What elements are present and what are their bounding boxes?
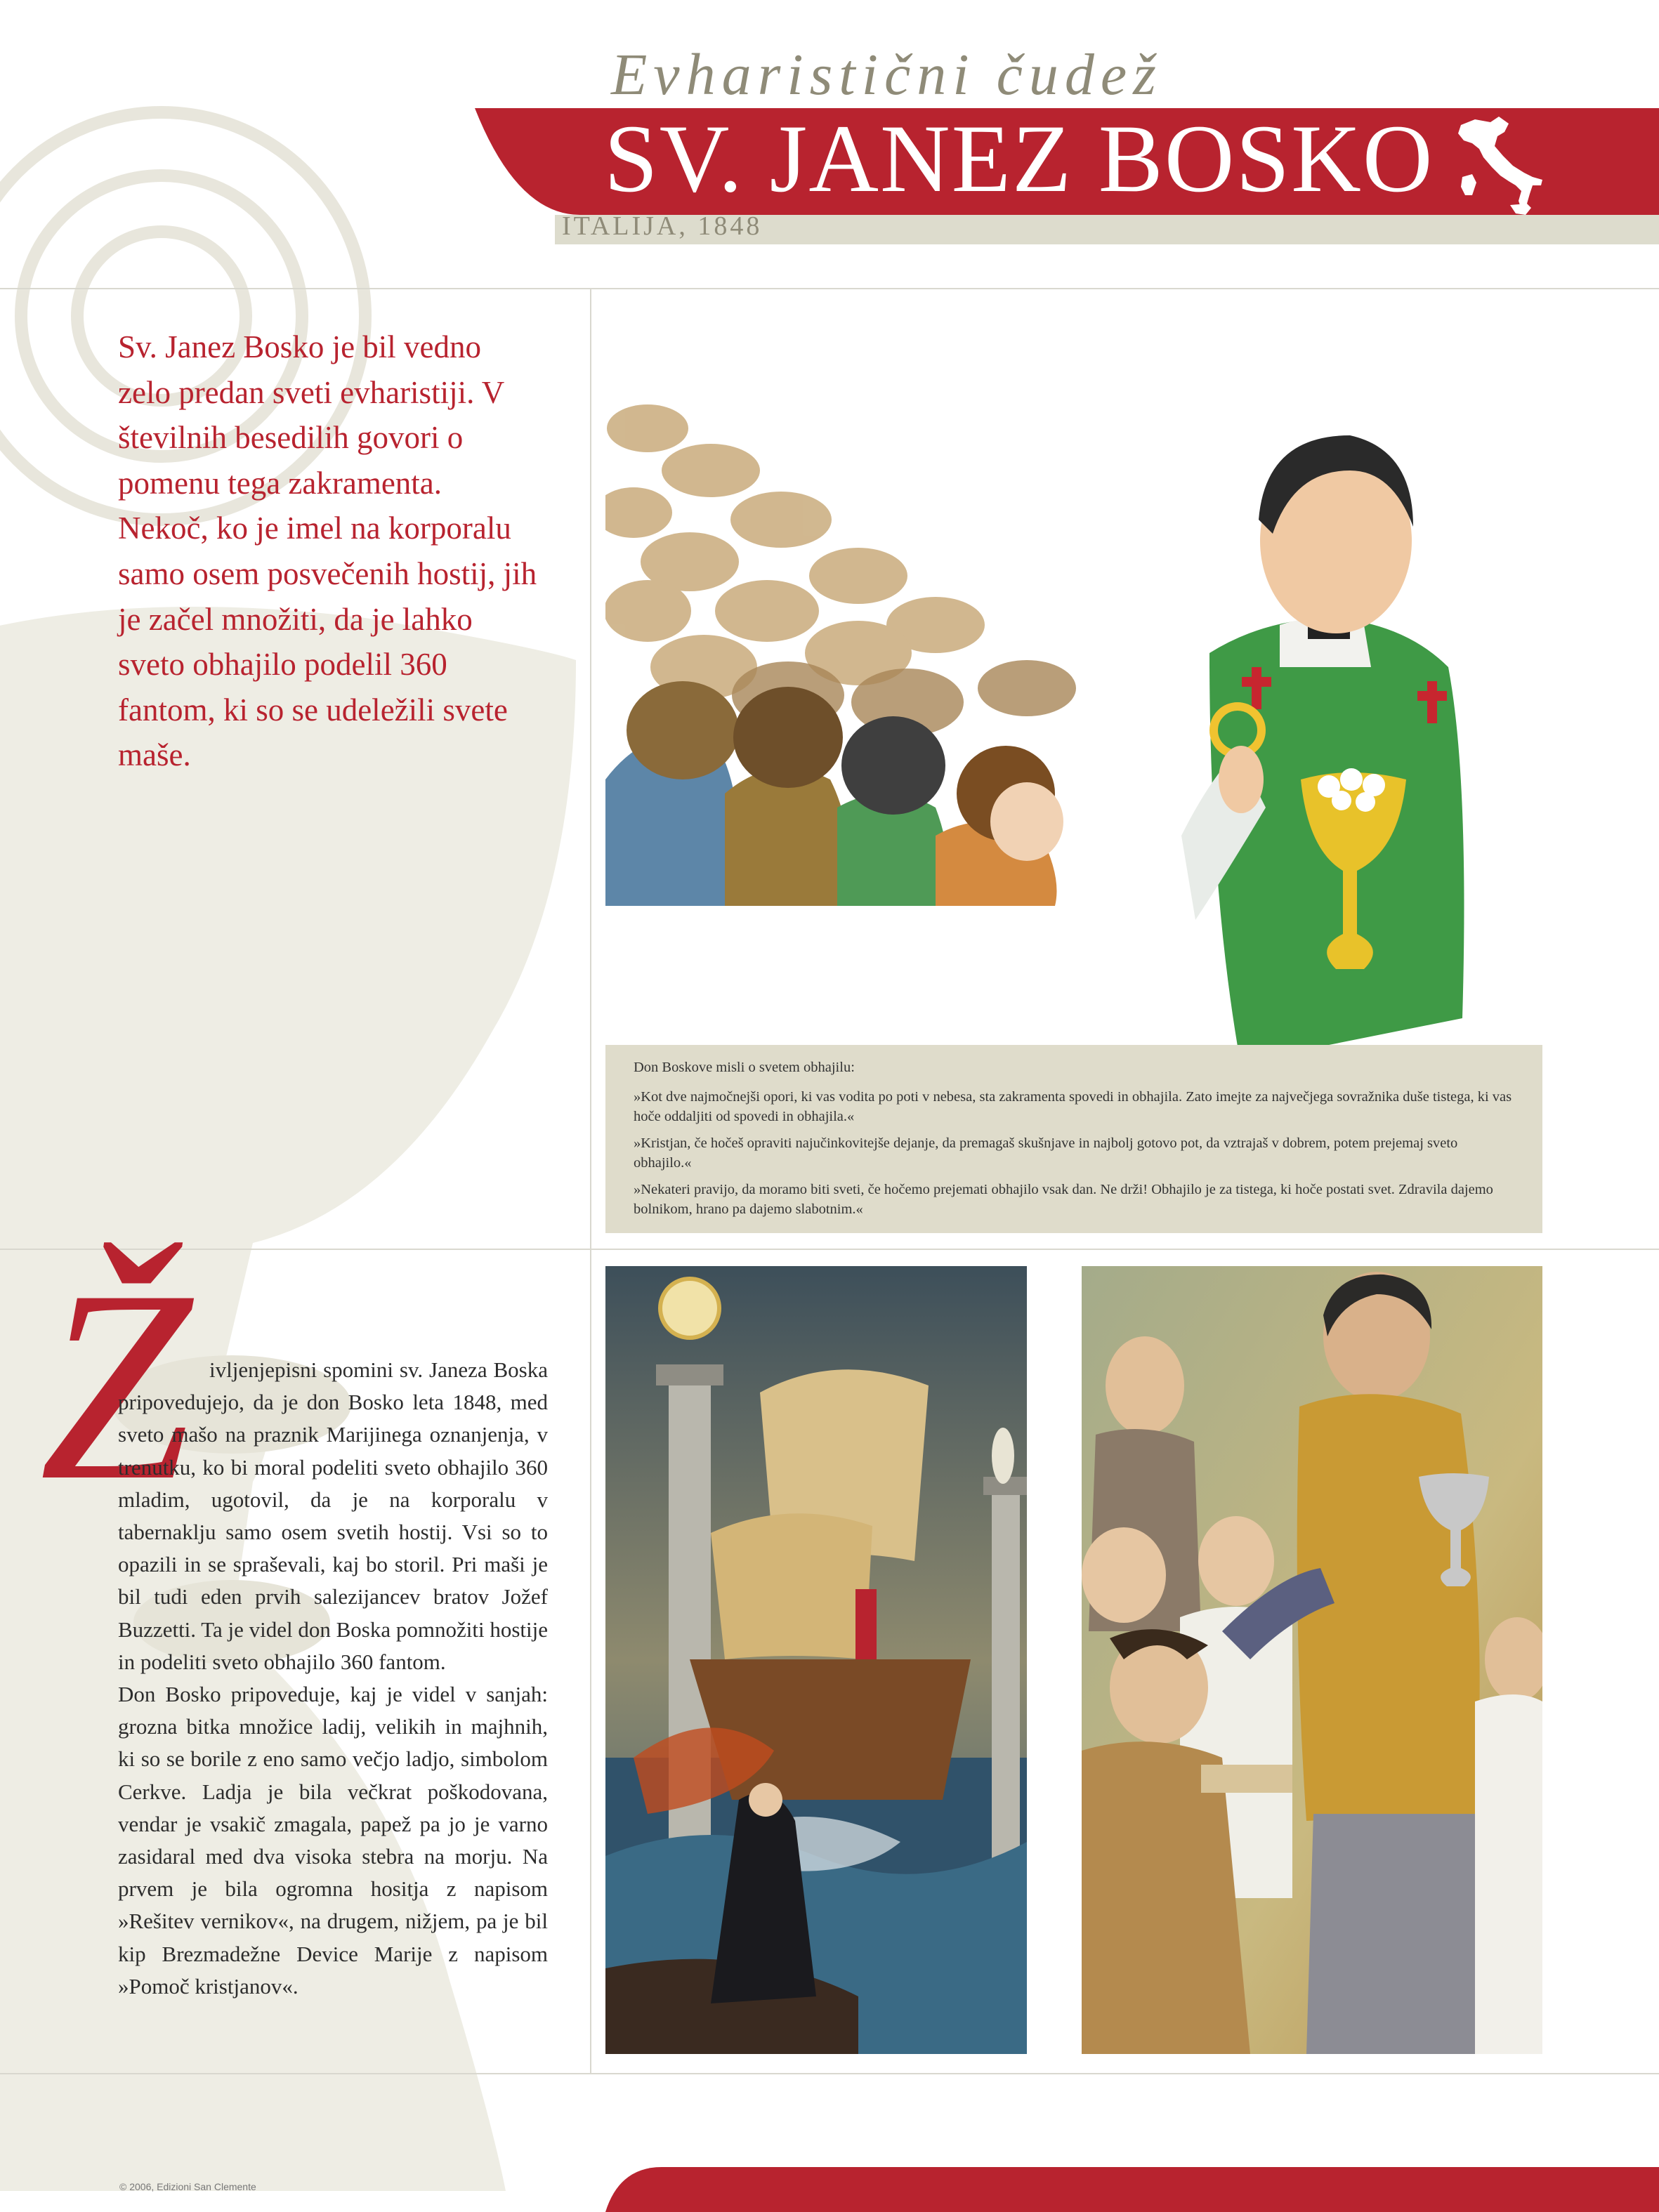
quote-1: »Kot dve najmočnejši opori, ki vas vodita po poti v nebesa, sta zakramenta spovedi in obhajila. Zato imejte za največjega sovražnika duše tistega, ki vas hoče oddaljiti od spovedi in obhajila.« [634, 1089, 1512, 1124]
story-text [118, 1354, 548, 2003]
page-title: SV. JANEZ BOSKO [604, 105, 1434, 212]
location-label: ITALIJA, 1848 [562, 211, 763, 241]
divider-vertical [590, 288, 591, 2073]
subtitle: Evharistični čudež [611, 42, 1162, 107]
quote-3: »Nekateri pravijo, da moramo biti sveti, če hočemo prejemati obhajilo vsak dan. Ne drži! Obhajilo je za tistega, ki hoče postati svet. Zdravila dajemo bolnikom, hrano pa dajemo slabotnim.« [634, 1182, 1493, 1217]
story-paragraph-1: ivljenjepisni spomini sv. Janeza Boska pripovedujejo, da je don Bosko leta 1848, med sveto mašo na praznik Marijinega oznanjenja, v trenutku, ko bi moral podeliti sveto obhajilo 360 mladim, ugotovil, da je na korporalu v tabernaklju samo osem svetih hostij. Vsi so to opazili in se spraševali, kaj bo storil. Pri maši je bil tudi eden prvih salezijancev bratov Jožef Buzzetti. Ta je videl don Boska pomnožiti hostije in podeliti sveto obhajilo 360 fantom. [118, 1357, 548, 1674]
communion-painting [1082, 1266, 1542, 2054]
divider-middle [0, 1249, 1659, 1250]
intro-text: Sv. Janez Bosko je bil vedno zelo predan sveti evharistiji. V številnih besedilih govori o pomenu tega zakramenta. Nekoč, ko je imel na korporalu samo osem posvečenih hostij, jih je začel množiti, da je lahko sveto obhajilo podelil 360 fantom, ki so se udeležili svete maše. [118, 329, 537, 773]
communion-illustration [605, 386, 1542, 1046]
divider-bottom [0, 2073, 1659, 2074]
ship-dream-painting [605, 1266, 1027, 2054]
italy-map-icon [1448, 112, 1554, 216]
quote-2: »Kristjan, če hočeš opraviti najučinkovitejše dejanje, da premagaš skušnjave in najbolj gotovo pot, da vztrajaš v dobrem, potem prejemaj sveto obhajilo.« [634, 1135, 1458, 1171]
footer-banner [605, 2167, 1659, 2212]
drop-cap: Ž [39, 1234, 192, 1537]
story-paragraph-2: Don Bosko pripoveduje, kaj je videl v sanjah: grozna bitka množice ladij, velikih in majhnih, ki so se borile z eno samo večjo ladjo, simbolom Cerkve. Ladja je bila večkrat poškodovana, vendar je vsakič zmagala, papež pa jo je varno zasidaral med dva visoka stebra na morju. Na prvem je bila ogromna hositja z napisom »Rešitev vernikov«, na drugem, nižjem, pa je bil kip Brezmadežne Device Marije z napisom »Pomoč kristjanov«. [118, 1682, 548, 1999]
quotes-box [605, 1045, 1542, 1233]
copyright: © 2006, Edizioni San Clemente [119, 2181, 256, 2192]
quotes-heading: Don Boskove misli o svetem obhajilu: [634, 1060, 855, 1075]
divider-top [0, 288, 1659, 289]
